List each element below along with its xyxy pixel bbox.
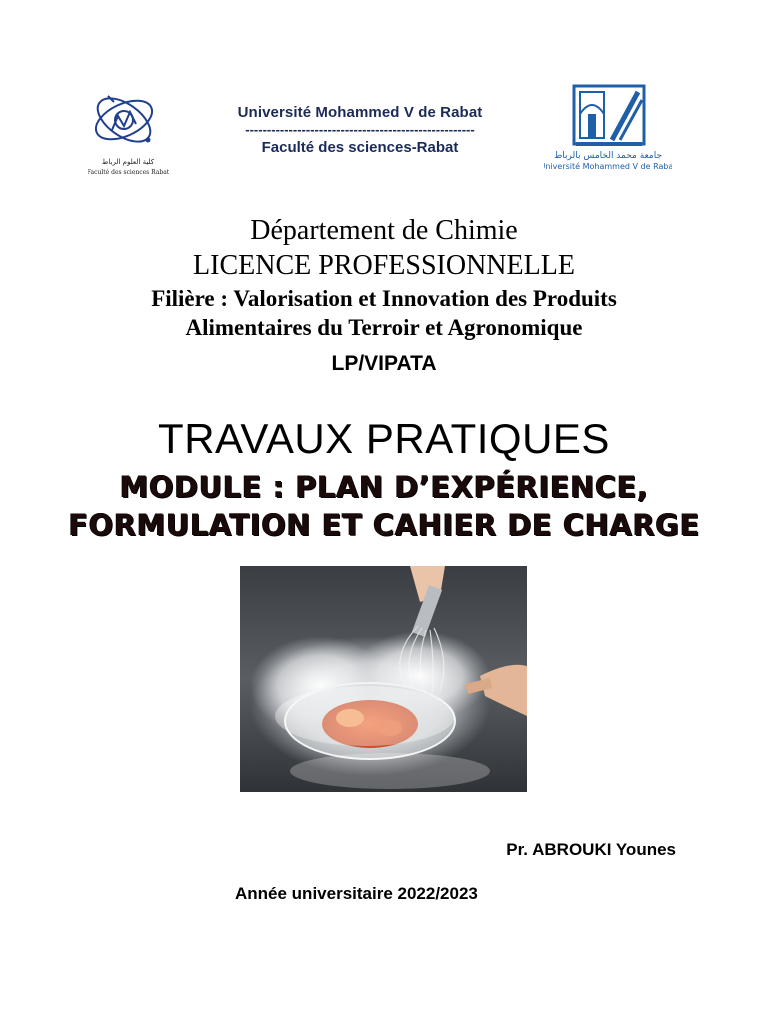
author-name: Pr. ABROUKI Younes bbox=[506, 840, 676, 859]
faculty-logo-caption-ar: كلية العلوم الرباط bbox=[101, 158, 155, 166]
faculty-logo bbox=[88, 90, 172, 180]
module-title-line-2: FORMULATION ET CAHIER DE CHARGE bbox=[68, 508, 700, 542]
document-type-title: TRAVAUX PRATIQUES bbox=[158, 415, 610, 462]
department-title: Département de Chimie bbox=[250, 215, 518, 246]
university-logo-caption-fr: Université Mohammed V de Rabat bbox=[544, 162, 672, 171]
header-separator: ----------------------------------------------------- bbox=[245, 123, 475, 137]
academic-year: Année universitaire 2022/2023 bbox=[235, 884, 478, 903]
cover-photo bbox=[240, 566, 527, 792]
program-code: LP/VIPATA bbox=[331, 352, 437, 375]
faculty-logo-caption-fr: Faculté des sciences Rabat bbox=[88, 169, 170, 176]
faculty-name: Faculté des sciences-Rabat bbox=[261, 139, 459, 156]
university-logo-caption-ar: جامعة محمد الخامس بالرباط bbox=[553, 151, 663, 161]
university-name: Université Mohammed V de Rabat bbox=[237, 104, 483, 121]
filiere-line-1: Filière : Valorisation et Innovation des Produits bbox=[151, 286, 617, 311]
degree-title: LICENCE PROFESSIONNELLE bbox=[193, 250, 575, 281]
university-logo bbox=[544, 84, 672, 174]
filiere-line-2: Alimentaires du Terroir et Agronomique bbox=[185, 315, 583, 340]
header-institution bbox=[205, 104, 515, 156]
module-title-line-1: MODULE : PLAN D’EXPÉRIENCE, bbox=[119, 470, 649, 504]
